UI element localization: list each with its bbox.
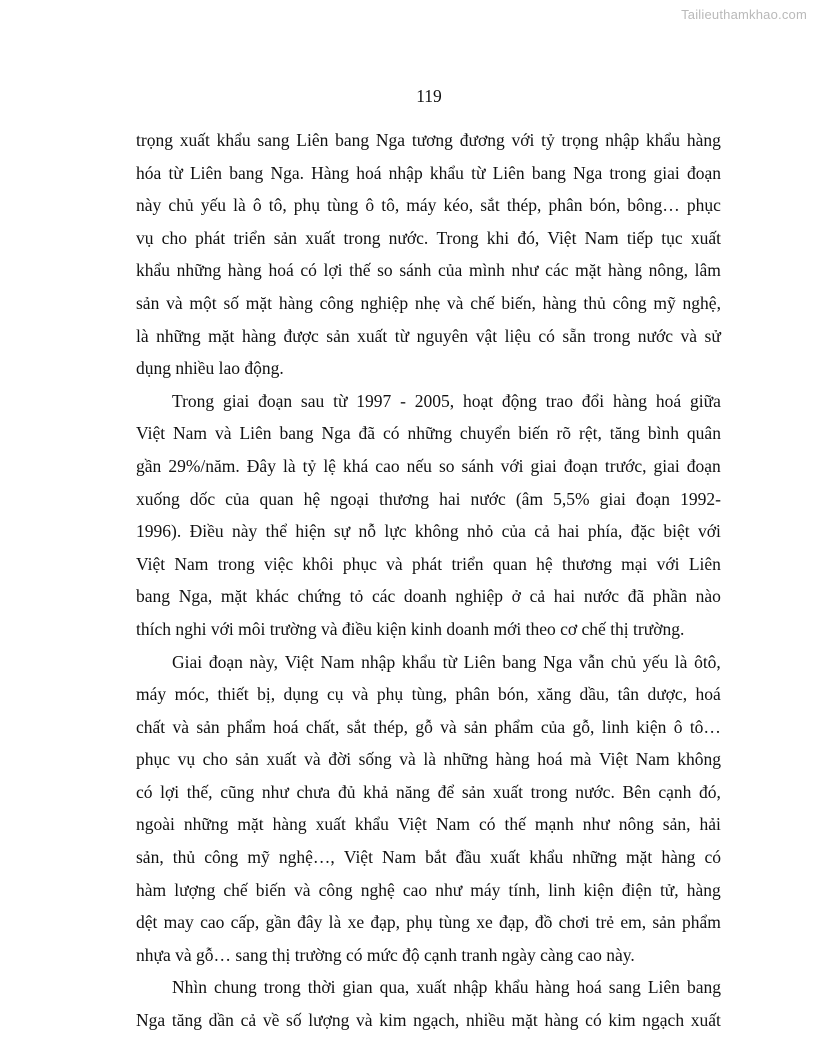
- text-line: hóa từ Liên bang Nga. Hàng hoá nhập khẩu từ Liên bang Nga trong giai đoạn: [136, 162, 721, 183]
- text-line: Trong giai đoạn sau từ 1997 - 2005, hoạt động trao đổi hàng hoá giữa: [172, 390, 721, 411]
- paragraph: [136, 646, 721, 972]
- text-line: sản và một số mặt hàng công nghiệp nhẹ và chế biến, hàng thủ công mỹ nghệ,: [136, 292, 721, 313]
- text-line: Nhìn chung trong thời gian qua, xuất nhập khẩu hàng hoá sang Liên bang: [172, 977, 721, 998]
- text-line: nhựa và gỗ… sang thị trường có mức độ cạnh tranh ngày càng cao này.: [136, 944, 635, 965]
- paragraph: [136, 124, 721, 385]
- text-line: khẩu những hàng hoá có lợi thế so sánh của mình như các mặt hàng nông, lâm: [136, 260, 721, 281]
- text-line: Nga tăng dần cả về số lượng và kim ngạch, nhiều mặt hàng có kim ngạch xuất: [136, 1010, 721, 1031]
- text-line: chất và sản phẩm hoá chất, sắt thép, gỗ và sản phẩm của gỗ, linh kiện ô tô…: [136, 716, 721, 737]
- text-line: 1996). Điều này thể hiện sự nỗ lực không nhỏ của cả hai phía, đặc biệt với: [136, 521, 721, 542]
- text-line: xuống dốc của quan hệ ngoại thương hai nước (âm 5,5% giai đoạn 1992-: [136, 488, 721, 509]
- text-line: dệt may cao cấp, gần đây là xe đạp, phụ tùng xe đạp, đồ chơi trẻ em, sản phẩm: [136, 912, 721, 933]
- text-line: máy móc, thiết bị, dụng cụ và phụ tùng, phân bón, xăng dầu, tân dược, hoá: [136, 684, 721, 705]
- text-line: Việt Nam và Liên bang Nga đã có những chuyển biến rõ rệt, tăng bình quân: [136, 423, 721, 444]
- text-line: dụng nhiều lao động.: [136, 358, 284, 379]
- text-line: sản, thủ công mỹ nghệ…, Việt Nam bắt đầu xuất khẩu những mặt hàng có: [136, 847, 721, 868]
- text-line: trọng xuất khẩu sang Liên bang Nga tương đương với tỷ trọng nhập khẩu hàng: [136, 130, 721, 150]
- text-line: ngoài những mặt hàng xuất khẩu Việt Nam có thế mạnh như nông sản, hải: [136, 814, 721, 835]
- document-body: [136, 124, 721, 1037]
- text-line: phục vụ cho sản xuất và đời sống và là những hàng hoá mà Việt Nam không: [136, 749, 721, 770]
- text-line: là những mặt hàng được sản xuất từ nguyên vật liệu có sẵn trong nước và sử: [136, 325, 721, 346]
- text-line: vụ cho phát triển sản xuất trong nước. Trong khi đó, Việt Nam tiếp tục xuất: [136, 227, 721, 248]
- text-line: bang Nga, mặt khác chứng tỏ các doanh nghiệp ở cả hai nước đã phần nào: [136, 586, 721, 607]
- text-line: thích nghi với môi trường và điều kiện kinh doanh mới theo cơ chế thị trường.: [136, 618, 685, 639]
- watermark: Tailieuthamkhao.com: [681, 7, 807, 22]
- paragraph: [136, 971, 721, 1036]
- text-line: Việt Nam trong việc khôi phục và phát triển quan hệ thương mại với Liên: [136, 553, 721, 574]
- text-line: này chủ yếu là ô tô, phụ tùng ô tô, máy kéo, sắt thép, phân bón, bông… phục: [136, 195, 721, 216]
- text-line: Giai đoạn này, Việt Nam nhập khẩu từ Liên bang Nga vẫn chủ yếu là ôtô,: [172, 651, 721, 672]
- paragraph: [136, 385, 721, 646]
- text-line: gần 29%/năm. Đây là tỷ lệ khá cao nếu so sánh với giai đoạn trước, giai đoạn: [136, 455, 721, 476]
- page-number: 119: [416, 86, 442, 106]
- text-line: có lợi thế, cũng như chưa đủ khả năng để sản xuất trong nước. Bên cạnh đó,: [136, 781, 721, 802]
- text-line: hàm lượng chế biến và công nghệ cao như máy tính, linh kiện điện tử, hàng: [136, 879, 721, 900]
